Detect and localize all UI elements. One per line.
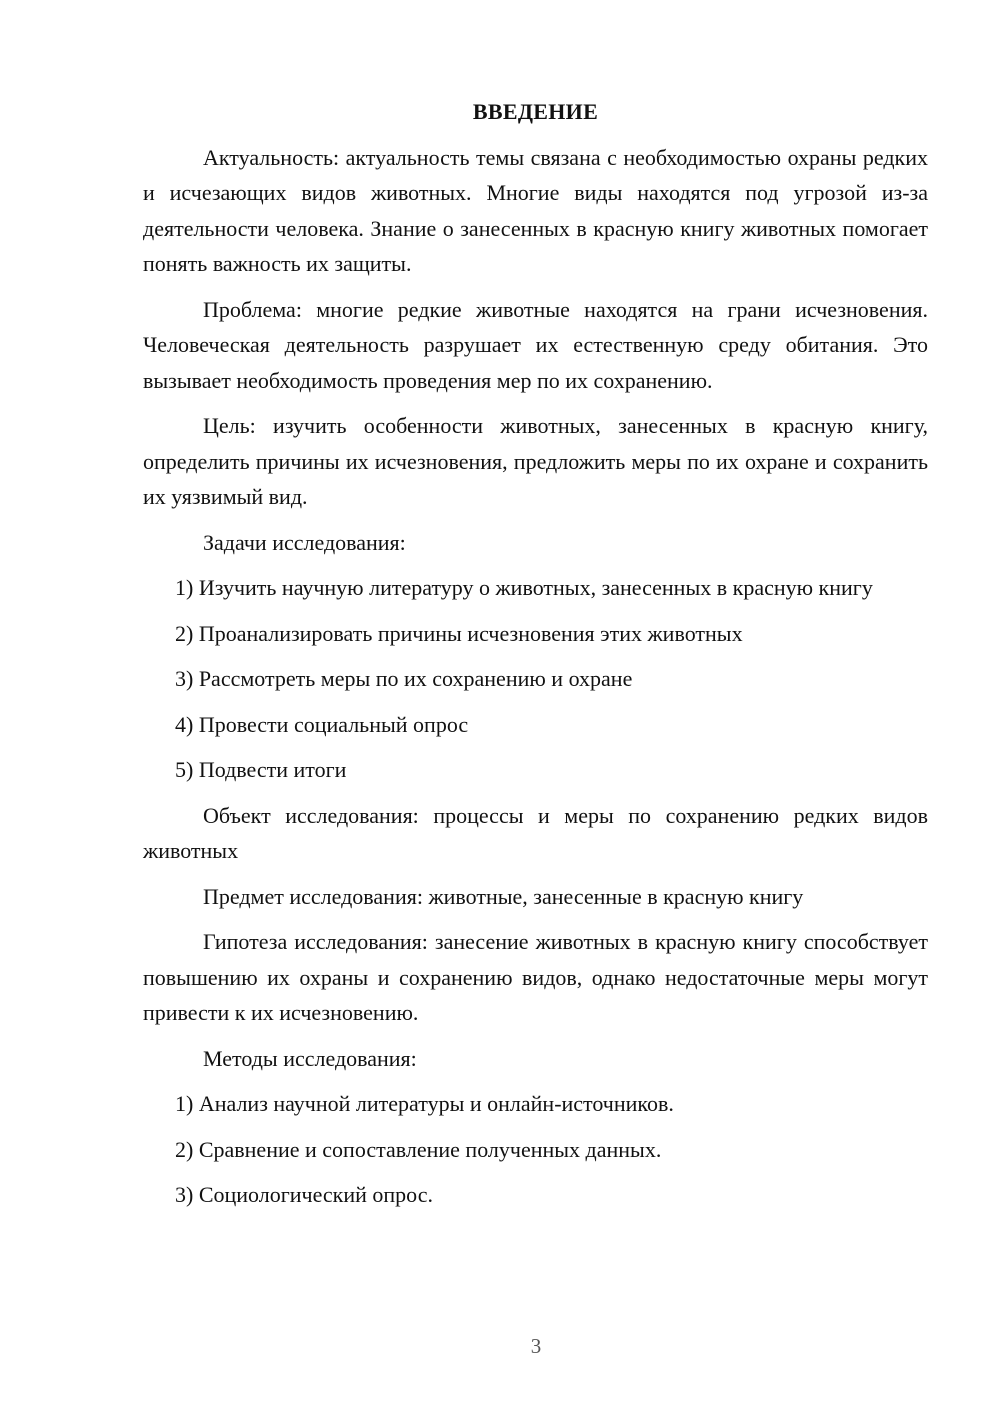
method-item: 1) Анализ научной литературы и онлайн-источников. xyxy=(175,1091,674,1116)
document-body xyxy=(143,94,928,1223)
page-number: 3 xyxy=(530,1334,542,1358)
problem-paragraph: Проблема: многие редкие животные находятся на грани исчезновения. Человеческая деятельность разрушает их естественную среду обитания. Это вызывает необходимость проведения мер по их сохранению. xyxy=(143,296,928,393)
task-item: 2) Проанализировать причины исчезновения этих животных xyxy=(175,620,743,646)
method-item: 2) Сравнение и сопоставление полученных данных. xyxy=(175,1136,662,1162)
goal-paragraph: Цель: изучить особенности животных, занесенных в красную книгу, определить причины их исчезновения, предложить меры по их охране и сохранить их уязвимый вид. xyxy=(143,413,928,509)
section-heading: ВВЕДЕНИЕ xyxy=(472,99,599,124)
methods-title: Методы исследования: xyxy=(203,1045,417,1071)
method-item: 3) Социологический опрос. xyxy=(175,1182,433,1207)
object-paragraph: Объект исследования: процессы и меры по сохранению редких видов животных xyxy=(143,802,928,863)
relevance-paragraph: Актуальность: актуальность темы связана с необходимостью охраны редких и исчезающих видов животных. Многие виды находятся под угрозой из-за деятельности человека. Знание о занесенных в красную книгу животных помогает понять важность их защиты. xyxy=(143,144,928,276)
task-item: 5) Подвести итоги xyxy=(175,757,347,782)
task-item: 1) Изучить научную литературу о животных, занесенных в красную книгу xyxy=(175,575,873,600)
task-item: 4) Провести социальный опрос xyxy=(175,711,469,737)
subject-paragraph: Предмет исследования: животные, занесенные в красную книгу xyxy=(203,883,804,909)
tasks-title: Задачи исследования: xyxy=(203,529,406,555)
hypothesis-paragraph: Гипотеза исследования: занесение животных в красную книгу способствует повышению их охраны и сохранению видов, однако недостаточные меры могут привести к их исчезновению. xyxy=(143,929,928,1025)
task-item: 3) Рассмотреть меры по их сохранению и охране xyxy=(175,666,633,691)
